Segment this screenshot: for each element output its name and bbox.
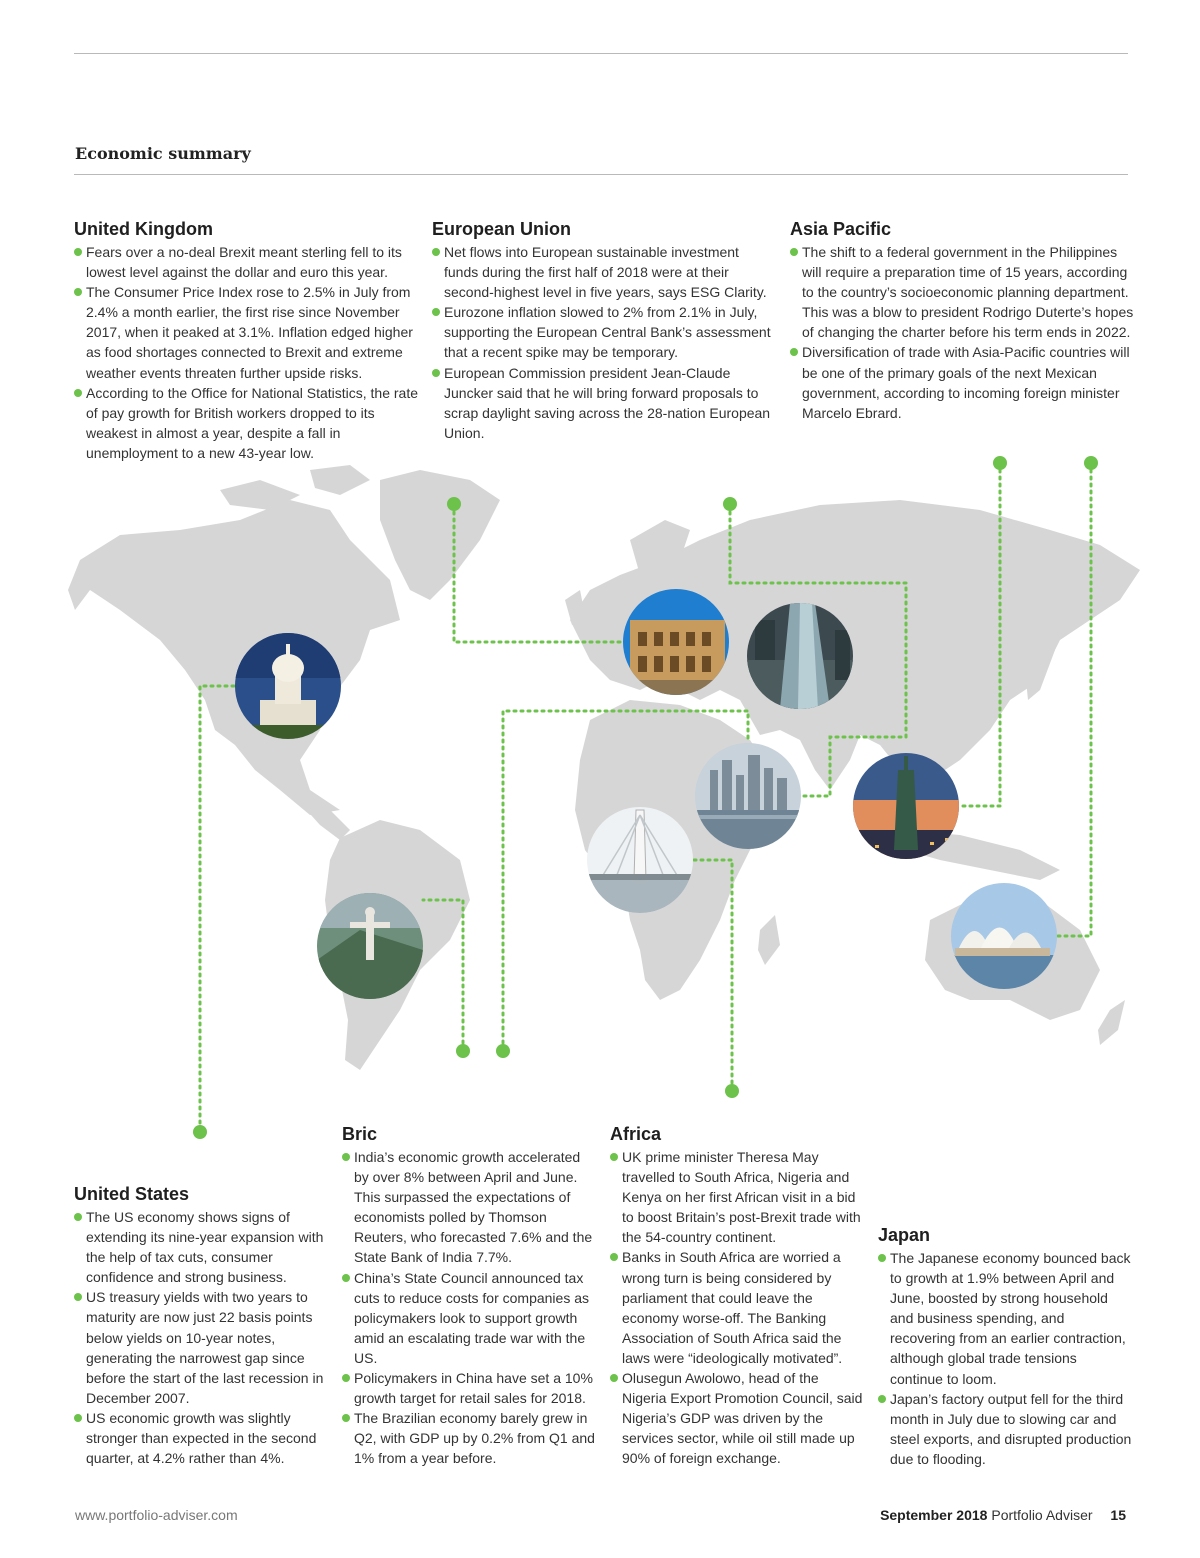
region-bric bbox=[342, 1123, 597, 1469]
bullet-item: The Brazilian economy barely grew in Q2, with GDP up by 0.2% from Q1 and 1% from a year before. bbox=[342, 1408, 597, 1468]
top-rule bbox=[74, 53, 1128, 54]
region-european-union bbox=[432, 218, 777, 443]
photo-china-tower bbox=[747, 603, 853, 709]
region-africa bbox=[610, 1123, 865, 1469]
bullet-list bbox=[342, 1147, 597, 1469]
section-title: Economic summary bbox=[75, 144, 251, 163]
footer-publication-info bbox=[880, 1507, 1126, 1523]
bullet-item: Policymakers in China have set a 10% growth target for retail sales for 2018. bbox=[342, 1368, 597, 1408]
photo-lagos-bridge bbox=[587, 807, 693, 913]
page-number: 15 bbox=[1110, 1507, 1126, 1523]
bullet-item: US economic growth was slightly stronger than expected in the second quarter, at 4.2% rather than 4%. bbox=[74, 1408, 329, 1468]
region-title: Bric bbox=[342, 1124, 378, 1144]
endpoint-eu bbox=[447, 497, 461, 511]
bullet-list bbox=[878, 1248, 1133, 1469]
bullet-list bbox=[790, 242, 1135, 423]
region-title: Asia Pacific bbox=[790, 219, 892, 239]
photo-rio-christ bbox=[317, 893, 423, 999]
photo-taipei-101 bbox=[853, 753, 959, 859]
connector-us bbox=[200, 686, 235, 1130]
region-united-kingdom bbox=[74, 218, 419, 463]
bullet-item: Eurozone inflation slowed to 2% from 2.1% in July, supporting the European Central Bank’s assessment that a recent spike may be temporary. bbox=[432, 302, 777, 362]
bullet-item: The US economy shows signs of extending its nine-year expansion with the help of tax cuts, consumer confidence and strong business. bbox=[74, 1207, 329, 1287]
bullet-item: The Japanese economy bounced back to growth at 1.9% between April and June, boosted by strong household and business spending, and recovering from an earlier contraction, although global trade tensions continue to loom. bbox=[878, 1248, 1133, 1389]
bullet-list bbox=[74, 1207, 329, 1468]
bullet-item: Olusegun Awolowo, head of the Nigeria Export Promotion Council, said Nigeria’s GDP was driven by the services sector, while oil still made up 90% of foreign exchange. bbox=[610, 1368, 865, 1468]
bullet-item: Net flows into European sustainable investment funds during the first half of 2018 were at their second-highest level in five years, says ESG Clarity. bbox=[432, 242, 777, 302]
endpoint-asia-1 bbox=[993, 456, 1007, 470]
region-title: United Kingdom bbox=[74, 219, 213, 239]
region-asia-pacific bbox=[790, 218, 1135, 423]
photo-sydney-opera-house bbox=[951, 883, 1057, 989]
photo-colosseum bbox=[623, 589, 729, 695]
bullet-item: The Consumer Price Index rose to 2.5% in July from 2.4% a month earlier, the first rise since November 2017, when it peaked at 3.1%. Inflation edged higher as food shortages connected to Brexit and extreme weather events threaten further upside risks. bbox=[74, 282, 419, 382]
region-title: United States bbox=[74, 1184, 190, 1204]
bullet-item: India’s economic growth accelerated by over 8% between April and June. This surpassed the expectations of economists polled by Thomson Reuters, who forecasted 7.6% and the State Bank of India 7.7%. bbox=[342, 1147, 597, 1268]
footer-publication: Portfolio Adviser bbox=[991, 1507, 1093, 1523]
bullet-item: European Commission president Jean-Claude Juncker said that he will bring forward proposals to scrap daylight saving across the 28-nation European Union. bbox=[432, 363, 777, 443]
endpoint-us bbox=[193, 1125, 207, 1139]
endpoint-cn bbox=[723, 497, 737, 511]
bullet-list bbox=[432, 242, 777, 443]
footer-url: www.portfolio-adviser.com bbox=[75, 1507, 238, 1523]
region-united-states bbox=[74, 1183, 329, 1468]
bullet-item: UK prime minister Theresa May travelled to South Africa, Nigeria and Kenya on her first African visit in a bid to boost Britain’s post-Brexit trade with the 54-country continent. bbox=[610, 1147, 865, 1247]
bullet-list bbox=[610, 1147, 865, 1469]
bullet-item: US treasury yields with two years to maturity are now just 22 basis points below yields on 10-year notes, generating the narrowest gap since before the start of the last recession in December 2007. bbox=[74, 1287, 329, 1408]
bullet-item: The shift to a federal government in the Philippines will require a preparation time of 15 years, according to the country’s socioeconomic planning department. This was a blow to president Rodrigo Duterte’s hopes of changing the charter before his term ends in 2022. bbox=[790, 242, 1135, 342]
bullet-item: Fears over a no-deal Brexit meant sterling fell to its lowest level against the dollar and euro this year. bbox=[74, 242, 419, 282]
endpoint-asia-2 bbox=[1084, 456, 1098, 470]
bullet-item: Banks in South Africa are worried a wrong turn is being considered by parliament that could leave the economy worse-off. The Banking Association of South Africa said the laws were “ideologically motivated”. bbox=[610, 1247, 865, 1368]
world-map bbox=[0, 440, 1200, 1140]
region-japan bbox=[878, 1224, 1133, 1469]
region-title: Africa bbox=[610, 1124, 662, 1144]
bullet-item: Diversification of trade with Asia-Pacific countries will be one of the primary goals of the next Mexican government, according to incoming foreign minister Marcelo Ebrard. bbox=[790, 342, 1135, 422]
bullet-item: According to the Office for National Statistics, the rate of pay growth for British workers dropped to its weakest in almost a year, despite a fall in unemployment to a new 43-year low. bbox=[74, 383, 419, 463]
region-title: Japan bbox=[878, 1225, 931, 1245]
endpoint-africa bbox=[725, 1084, 739, 1098]
endpoint-bric-2 bbox=[496, 1044, 510, 1058]
footer-date: September 2018 bbox=[880, 1507, 988, 1523]
bullet-list bbox=[74, 242, 419, 463]
photo-dubai-skyline bbox=[695, 743, 801, 849]
endpoint-bric-1 bbox=[456, 1044, 470, 1058]
bullet-item: China’s State Council announced tax cuts to reduce costs for companies as policymakers look to support growth amid an escalating trade war with the US. bbox=[342, 1268, 597, 1368]
region-title: European Union bbox=[432, 219, 571, 239]
title-rule bbox=[74, 174, 1128, 175]
bullet-item: Japan’s factory output fell for the third month in July due to slowing car and steel exports, and disrupted production due to flooding. bbox=[878, 1389, 1133, 1469]
